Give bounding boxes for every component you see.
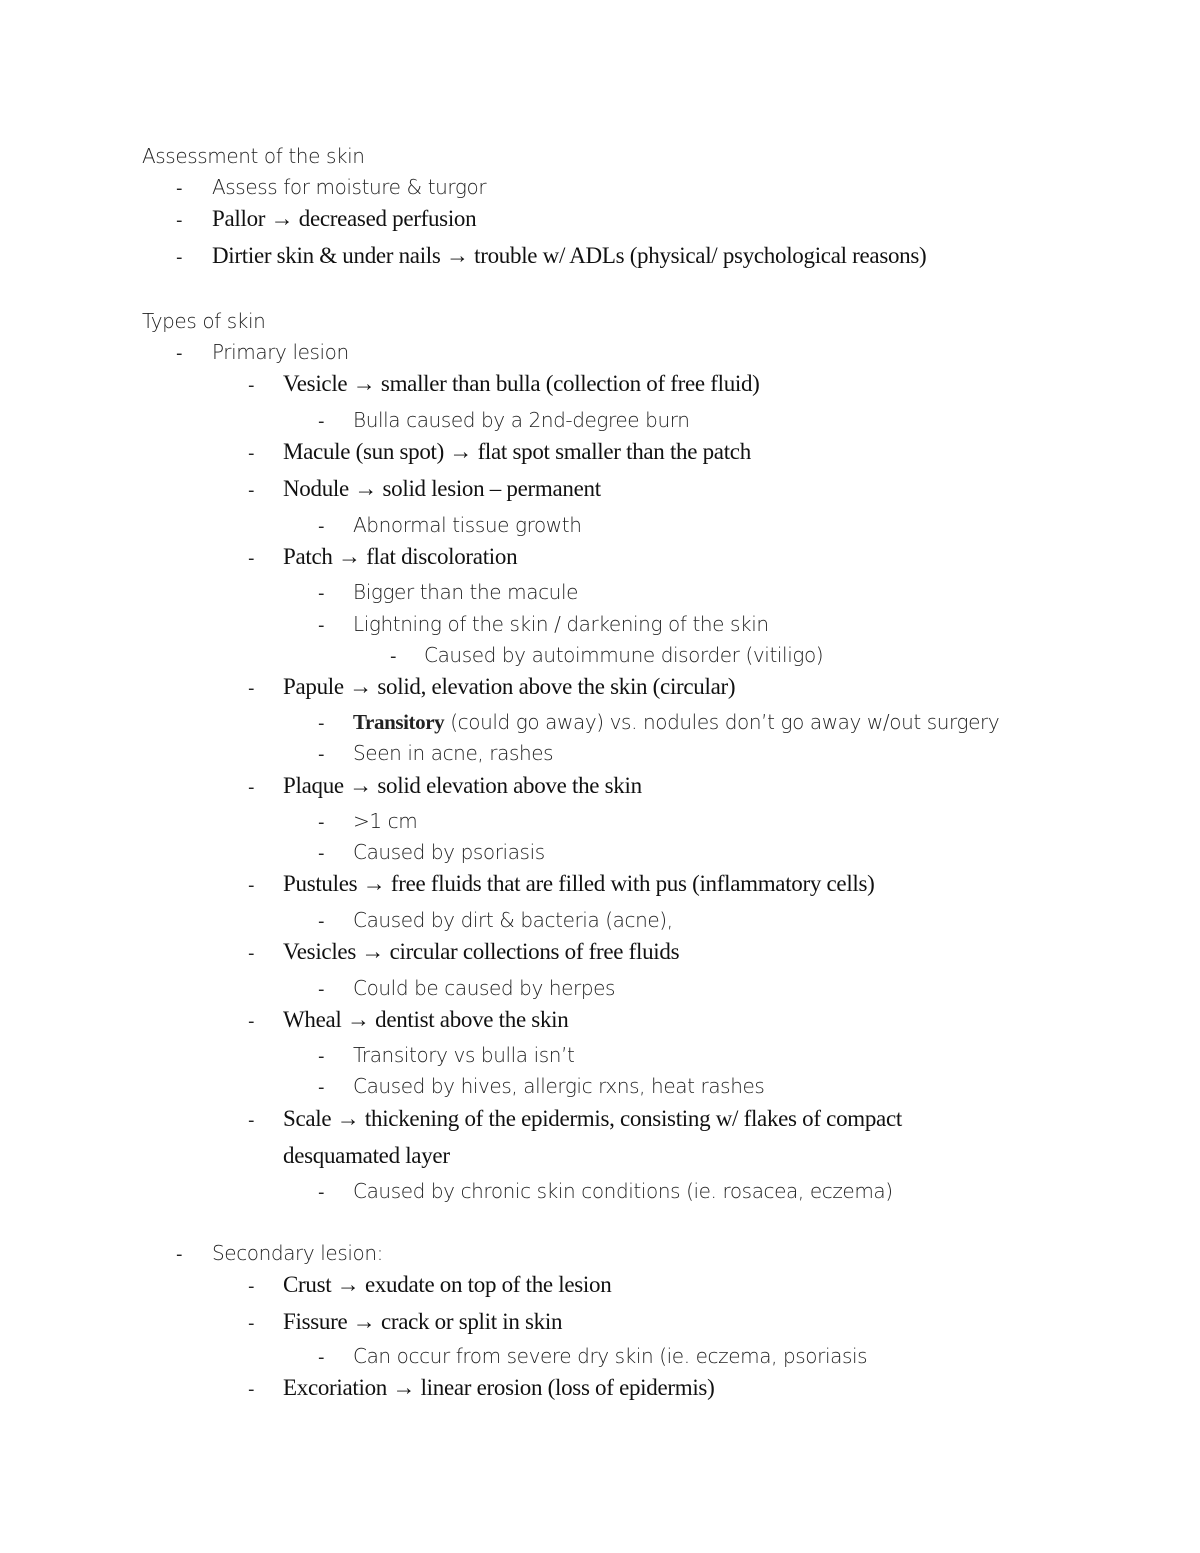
lesion-item: Plaque → solid elevation above the skin [283, 773, 642, 798]
bullet-dash: - [318, 812, 325, 833]
heading-assessment: Assessment of the skin [142, 144, 365, 168]
lesion-detail: Seen in acne, rashes [353, 741, 554, 765]
lesion-item: Excoriation → linear erosion (loss of epidermis) [283, 1375, 715, 1400]
lesion-detail: Transitory vs bulla isn’t [353, 1043, 575, 1067]
bullet-dash: - [248, 777, 255, 798]
bullet-dash: - [318, 583, 325, 604]
lesion-item: Vesicle → smaller than bulla (collection of free fluid) [283, 371, 760, 396]
bullet-dash: - [318, 979, 325, 1000]
primary-lesion-label: Primary lesion [212, 340, 349, 364]
lesion-item-continued: desquamated layer [283, 1143, 450, 1168]
lesion-item: Fissure → crack or split in skin [283, 1309, 563, 1334]
list-item: Dirtier skin & under nails → trouble w/ ADLs (physical/ psychological reasons) [212, 243, 927, 268]
lesion-detail: Bulla caused by a 2nd-degree burn [353, 408, 690, 432]
lesion-item: Scale → thickening of the epidermis, consisting w/ flakes of compact [283, 1106, 902, 1131]
lesion-detail-nested: Caused by autoimmune disorder (vitiligo) [424, 643, 824, 667]
lesion-item: Wheal → dentist above the skin [283, 1007, 569, 1032]
bullet-dash: - [248, 875, 255, 896]
lesion-item: Pustules → free fluids that are filled with pus (inflammatory cells) [283, 871, 875, 896]
lesion-item: Crust → exudate on top of the lesion [283, 1272, 612, 1297]
bullet-dash: - [176, 210, 183, 231]
lesion-detail-text: (could go away) vs. nodules don’t go away w/out surgery [444, 710, 1000, 734]
bold-term: Transitory [353, 710, 445, 734]
lesion-detail [353, 712, 999, 733]
bullet-dash: - [248, 1313, 255, 1334]
lesion-detail: Lightning of the skin / darkening of the skin [353, 612, 769, 636]
bullet-dash: - [318, 516, 325, 537]
bullet-dash: - [176, 343, 183, 364]
lesion-item: Nodule → solid lesion – permanent [283, 476, 601, 501]
bullet-dash: - [248, 480, 255, 501]
bullet-dash: - [318, 744, 325, 765]
lesion-detail: Abnormal tissue growth [353, 513, 582, 537]
bullet-dash: - [390, 646, 397, 667]
bullet-dash: - [248, 678, 255, 699]
bullet-dash: - [248, 548, 255, 569]
bullet-dash: - [248, 443, 255, 464]
lesion-detail: Caused by hives, allergic rxns, heat rashes [353, 1074, 765, 1098]
bullet-dash: - [318, 1077, 325, 1098]
bullet-dash: - [318, 411, 325, 432]
bullet-dash: - [318, 911, 325, 932]
list-item: Pallor → decreased perfusion [212, 206, 477, 231]
bullet-dash: - [318, 1182, 325, 1203]
bullet-dash: - [248, 943, 255, 964]
lesion-item: Vesicles → circular collections of free fluids [283, 939, 680, 964]
lesion-item: Papule → solid, elevation above the skin (circular) [283, 674, 736, 699]
bullet-dash: - [248, 375, 255, 396]
secondary-lesion-label: Secondary lesion: [212, 1241, 383, 1265]
list-item: Assess for moisture & turgor [212, 175, 487, 199]
lesion-detail: Could be caused by herpes [353, 976, 616, 1000]
bullet-dash: - [318, 1347, 325, 1368]
bullet-dash: - [318, 843, 325, 864]
bullet-dash: - [176, 1244, 183, 1265]
lesion-detail: Caused by dirt & bacteria (acne), [353, 908, 673, 932]
bullet-dash: - [176, 247, 183, 268]
bullet-dash: - [176, 178, 183, 199]
lesion-detail: >1 cm [353, 809, 418, 833]
bullet-dash: - [248, 1011, 255, 1032]
heading-types-of-skin: Types of skin [142, 309, 266, 333]
bullet-dash: - [248, 1110, 255, 1131]
lesion-item: Patch → flat discoloration [283, 544, 518, 569]
lesion-item: Macule (sun spot) → flat spot smaller than the patch [283, 439, 751, 464]
lesion-detail: Can occur from severe dry skin (ie. eczema, psoriasis [353, 1344, 868, 1368]
bullet-dash: - [318, 1046, 325, 1067]
lesion-detail: Bigger than the macule [353, 580, 578, 604]
lesion-detail: Caused by psoriasis [353, 840, 545, 864]
lesion-detail: Caused by chronic skin conditions (ie. rosacea, eczema) [353, 1179, 893, 1203]
bullet-dash: - [248, 1379, 255, 1400]
bullet-dash: - [318, 615, 325, 636]
bullet-dash: - [248, 1276, 255, 1297]
bullet-dash: - [318, 713, 325, 734]
